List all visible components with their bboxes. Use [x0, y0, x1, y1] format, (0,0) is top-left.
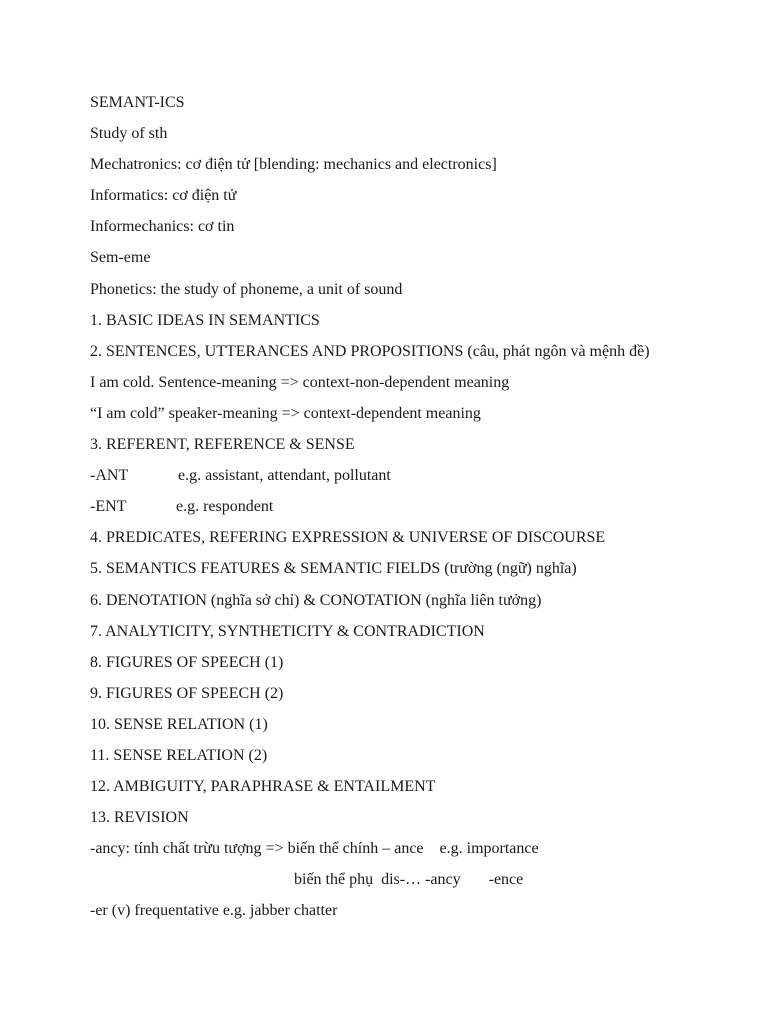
- topic-heading: 7. ANALYTICITY, SYNTHETICITY & CONTRADICTION: [90, 622, 485, 640]
- topic-heading: 10. SENSE RELATION (1): [90, 715, 268, 733]
- topic-heading: 3. REFERENT, REFERENCE & SENSE: [90, 436, 355, 454]
- variant-a: dis-… -ancy: [381, 871, 461, 889]
- text-line: Study of sth: [90, 125, 168, 143]
- text-line: Sem-eme: [90, 249, 151, 267]
- variant-b: -ence: [488, 871, 524, 889]
- text-line: Mechatronics: cơ điện tử [blending: mechanics and electronics]: [90, 156, 497, 174]
- topic-heading: 12. AMBIGUITY, PARAPHRASE & ENTAILMENT: [90, 778, 436, 796]
- ancy-example: e.g. importance: [439, 840, 539, 858]
- document-page: [90, 92, 730, 932]
- suffix-row: [90, 465, 730, 496]
- text-line: -er (v) frequentative e.g. jabber chatter: [90, 902, 338, 920]
- ancy-row: [90, 838, 730, 869]
- suffix-label: -ANT: [90, 467, 129, 485]
- suffix-label: -ENT: [90, 498, 127, 516]
- topic-heading: 13. REVISION: [90, 809, 189, 827]
- topic-heading: 8. FIGURES OF SPEECH (1): [90, 653, 284, 671]
- text-line: I am cold. Sentence-meaning => context-non-dependent meaning: [90, 373, 510, 391]
- text-line: Informatics: cơ điện tử: [90, 187, 237, 205]
- variant-row: [90, 869, 730, 900]
- topic-heading: 6. DENOTATION (nghĩa sở chỉ) & CONOTATION (nghĩa liên tưởng): [90, 591, 542, 609]
- suffix-example: e.g. respondent: [176, 498, 274, 516]
- topic-heading: 1. BASIC IDEAS IN SEMANTICS: [90, 311, 320, 329]
- text-line: Informechanics: cơ tin: [90, 218, 235, 236]
- topic-heading: 4. PREDICATES, REFERING EXPRESSION & UNIVERSE OF DISCOURSE: [90, 529, 606, 547]
- topic-heading: 9. FIGURES OF SPEECH (2): [90, 684, 284, 702]
- variant-label: biến thể phụ: [294, 871, 374, 889]
- doc-title: SEMANT-ICS: [90, 94, 185, 111]
- text-line: “I am cold” speaker-meaning => context-dependent meaning: [90, 404, 481, 422]
- text-line: Phonetics: the study of phoneme, a unit of sound: [90, 280, 403, 298]
- topic-heading: 11. SENSE RELATION (2): [90, 746, 268, 764]
- suffix-example: e.g. assistant, attendant, pollutant: [178, 467, 391, 485]
- ancy-text: -ancy: tính chất trừu tượng => biến thể chính – ance: [90, 840, 424, 858]
- suffix-row: [90, 496, 730, 527]
- topic-heading: 5. SEMANTICS FEATURES & SEMANTIC FIELDS (trường (ngữ) nghĩa): [90, 560, 577, 578]
- topic-heading: 2. SENTENCES, UTTERANCES AND PROPOSITIONS (câu, phát ngôn và mệnh đề): [90, 342, 650, 360]
